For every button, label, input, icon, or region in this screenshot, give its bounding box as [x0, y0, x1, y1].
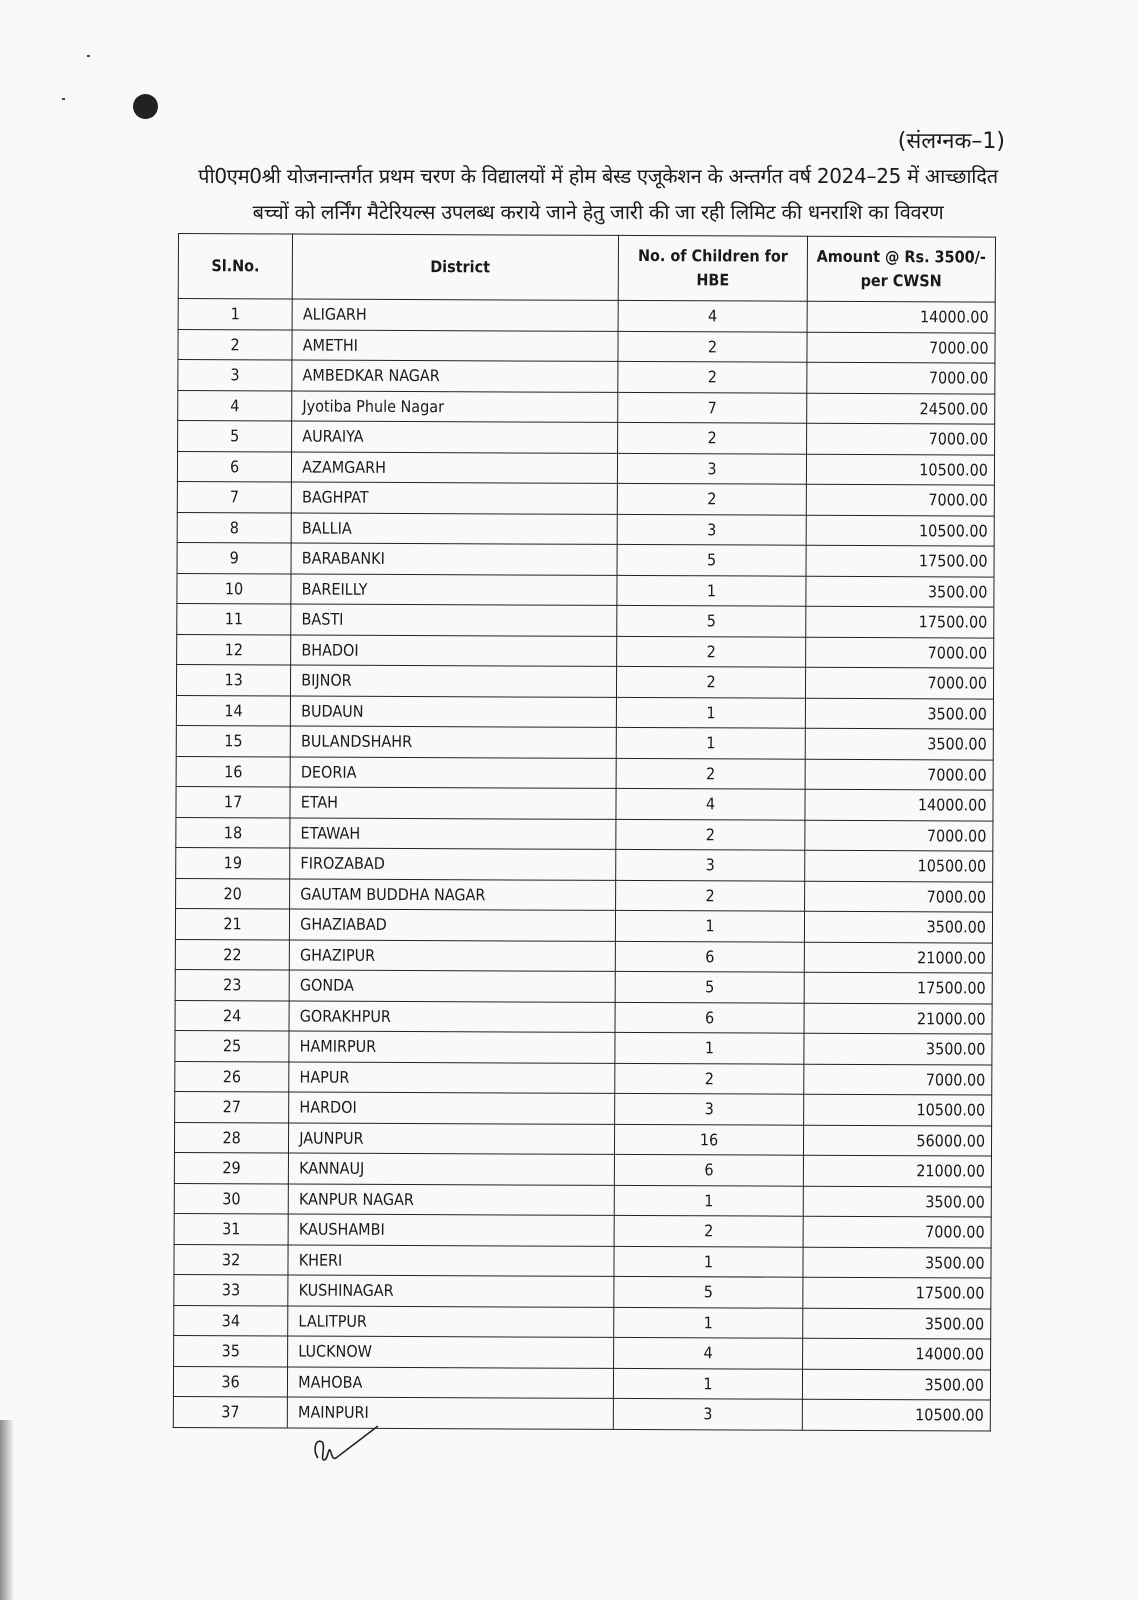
cell-sl-no: 7: [177, 481, 291, 512]
cell-district: LALITPUR: [288, 1305, 614, 1337]
cell-children: 1: [617, 727, 805, 758]
cell-sl-no: 17: [176, 786, 290, 817]
table-row: [175, 1030, 992, 1064]
cell-district: BHADOI: [291, 634, 617, 666]
cell-children: 3: [614, 1398, 802, 1429]
cell-children: 16: [615, 1124, 803, 1155]
cell-amount: 7000.00: [803, 1216, 991, 1247]
cell-district: BAGHPAT: [291, 482, 617, 514]
cell-children: 2: [614, 1215, 802, 1246]
cell-sl-no: 32: [174, 1244, 288, 1275]
cell-children: 2: [618, 361, 806, 392]
table-row: [174, 1335, 991, 1369]
cell-district: AURAIYA: [292, 421, 618, 453]
header-amount-line2: per CWSN: [860, 270, 942, 291]
table-row: [176, 756, 993, 790]
cell-amount: 21000.00: [804, 942, 992, 973]
cell-sl-no: 28: [174, 1122, 288, 1153]
cell-sl-no: 23: [175, 969, 289, 1000]
title-line-2: बच्चों को लर्निंग मैटेरियल्स उपलब्ध कराये जाने हेतु जारी की जा रही लिमिट की धनराशि का विवरण: [252, 200, 944, 224]
cell-children: 2: [618, 483, 806, 514]
title-line-1: पी0एम0श्री योजनान्तर्गत प्रथम चरण के विद्यालयों में होम बेस्ड एजूकेशन के अन्तर्गत वर्ष 2024–25 में आच्छादित: [198, 164, 998, 188]
cell-district: KANNAUJ: [289, 1153, 615, 1185]
cell-sl-no: 12: [177, 634, 291, 665]
table-row: [174, 1244, 991, 1278]
header-sl-no: Sl.No.: [178, 234, 292, 299]
cell-district: GAUTAM BUDDHA NAGAR: [290, 878, 616, 910]
cell-district: BAREILLY: [291, 573, 617, 605]
cell-children: 2: [618, 331, 806, 362]
cell-children: 1: [615, 1032, 803, 1063]
table-row: [175, 908, 992, 942]
cell-district: ETAWAH: [290, 817, 616, 849]
table-row: [174, 1305, 991, 1339]
cell-sl-no: 5: [178, 421, 292, 452]
cell-district: GONDA: [289, 970, 615, 1002]
cell-district: GHAZIPUR: [289, 939, 615, 971]
cell-children: 2: [616, 819, 804, 850]
cell-amount: 10500.00: [804, 850, 992, 881]
cell-amount: 3500.00: [803, 1247, 991, 1278]
cell-amount: 56000.00: [803, 1125, 991, 1156]
cell-district: BASTI: [291, 604, 617, 636]
table-row: [176, 878, 993, 912]
header-children-line1: No. of Children for: [637, 246, 788, 266]
cell-sl-no: 22: [175, 939, 289, 970]
cell-district: KANPUR NAGAR: [288, 1183, 614, 1215]
cell-amount: 7000.00: [805, 759, 993, 790]
table-row: [173, 1396, 990, 1430]
cell-amount: 7000.00: [807, 332, 995, 363]
cell-amount: 7000.00: [804, 881, 992, 912]
table-row: [178, 360, 995, 394]
cell-sl-no: 31: [174, 1213, 288, 1244]
cell-district: JAUNPUR: [289, 1122, 615, 1154]
cell-amount: 3500.00: [806, 576, 994, 607]
cell-amount: 17500.00: [802, 1277, 990, 1308]
cell-district: LUCKNOW: [288, 1336, 614, 1368]
header-children-line2: HBE: [696, 270, 730, 290]
cell-sl-no: 24: [175, 1000, 289, 1031]
scan-speck: [87, 55, 90, 57]
cell-children: 2: [615, 1063, 803, 1094]
cell-children: 2: [616, 758, 804, 789]
cell-children: 1: [614, 1246, 802, 1277]
cell-sl-no: 29: [174, 1152, 288, 1183]
cell-district: MAHOBA: [288, 1366, 614, 1398]
signature-mark: [310, 1420, 390, 1470]
document-title: [168, 158, 1028, 230]
cell-district: DEORIA: [290, 756, 616, 788]
cell-amount: 3500.00: [802, 1308, 990, 1339]
cell-sl-no: 19: [176, 847, 290, 878]
cell-children: 3: [616, 849, 804, 880]
cell-children: 3: [618, 514, 806, 545]
cell-children: 1: [614, 1307, 802, 1338]
cell-sl-no: 18: [176, 817, 290, 848]
cell-district: HAPUR: [289, 1061, 615, 1093]
cell-amount: 7000.00: [804, 820, 992, 851]
cell-sl-no: 15: [176, 725, 290, 756]
annexure-label: (संलग्नक–1): [897, 129, 1005, 154]
cell-sl-no: 33: [174, 1274, 288, 1305]
cell-children: 2: [617, 636, 805, 667]
cell-children: 3: [618, 453, 806, 484]
cell-sl-no: 3: [178, 360, 292, 391]
table-row: [177, 634, 994, 668]
cell-sl-no: 9: [177, 542, 291, 573]
cell-district: BIJNOR: [291, 665, 617, 697]
cell-amount: 14000.00: [807, 301, 995, 332]
cell-amount: 10500.00: [803, 1094, 991, 1125]
cell-district: BUDAUN: [291, 695, 617, 727]
cell-amount: 17500.00: [806, 545, 994, 576]
cell-amount: 17500.00: [804, 972, 992, 1003]
cell-amount: 3500.00: [805, 728, 993, 759]
table-row: [178, 390, 995, 424]
cell-amount: 7000.00: [806, 362, 994, 393]
cell-sl-no: 2: [178, 329, 292, 360]
cell-amount: 7000.00: [806, 423, 994, 454]
cell-children: 3: [615, 1093, 803, 1124]
cell-amount: 10500.00: [802, 1399, 990, 1430]
table-row: [176, 817, 993, 851]
punch-hole-mark: [133, 94, 158, 119]
cell-sl-no: 13: [176, 664, 290, 695]
cell-district: FIROZABAD: [290, 848, 616, 880]
table-row: [174, 1274, 991, 1308]
cell-children: 6: [616, 941, 804, 972]
cell-children: 1: [617, 575, 805, 606]
cell-district: MAINPURI: [287, 1397, 613, 1429]
cell-amount: 3500.00: [803, 1186, 991, 1217]
cell-children: 7: [618, 392, 806, 423]
signature-stroke: [315, 1426, 378, 1460]
header-amount: [807, 236, 996, 302]
cell-children: 4: [618, 300, 806, 331]
cell-sl-no: 37: [173, 1396, 287, 1427]
header-children: [619, 235, 808, 301]
cell-sl-no: 8: [177, 512, 291, 543]
table-row: [177, 481, 994, 515]
cell-district: BARABANKI: [291, 543, 617, 575]
cell-sl-no: 6: [177, 451, 291, 482]
table-body: [173, 299, 995, 1431]
table-row: [176, 786, 993, 820]
cell-children: 1: [616, 910, 804, 941]
cell-amount: 14000.00: [802, 1338, 990, 1369]
table-row: [174, 1183, 991, 1217]
cell-district: AMETHI: [292, 329, 618, 361]
cell-district: KUSHINAGAR: [288, 1275, 614, 1307]
cell-sl-no: 4: [178, 390, 292, 421]
table-row: [176, 695, 993, 729]
table-row: [175, 1061, 992, 1095]
scan-edge-shadow: [0, 1420, 14, 1600]
cell-district: KAUSHAMBI: [288, 1214, 614, 1246]
table-row: [177, 603, 994, 637]
cell-sl-no: 36: [173, 1366, 287, 1397]
cell-district: ALIGARH: [292, 299, 618, 331]
table-row: [177, 573, 994, 607]
cell-sl-no: 14: [176, 695, 290, 726]
cell-children: 1: [615, 1185, 803, 1216]
allocation-table: [173, 233, 996, 1431]
scan-speck: [62, 98, 65, 100]
table-row: [176, 847, 993, 881]
cell-amount: 10500.00: [806, 515, 994, 546]
table-row: [177, 542, 994, 576]
cell-children: 4: [616, 788, 804, 819]
table-row: [176, 664, 993, 698]
cell-amount: 7000.00: [803, 1064, 991, 1095]
cell-sl-no: 34: [174, 1305, 288, 1336]
cell-district: ETAH: [290, 787, 616, 819]
header-amount-line1: Amount @ Rs. 3500/-: [816, 246, 986, 267]
cell-district: BULANDSHAHR: [290, 726, 616, 758]
table-row: [177, 451, 994, 485]
cell-sl-no: 11: [177, 603, 291, 634]
cell-amount: 3500.00: [802, 1369, 990, 1400]
table-row: [178, 421, 995, 455]
cell-amount: 21000.00: [803, 1155, 991, 1186]
cell-sl-no: 1: [178, 299, 292, 330]
cell-amount: 7000.00: [805, 667, 993, 698]
cell-district: Jyotiba Phule Nagar: [292, 390, 618, 422]
cell-amount: 14000.00: [805, 789, 993, 820]
cell-district: GORAKHPUR: [289, 1000, 615, 1032]
cell-amount: 24500.00: [806, 393, 994, 424]
table-row: [175, 1000, 992, 1034]
table-row: [176, 725, 993, 759]
cell-district: KHERI: [288, 1244, 614, 1276]
table-row: [174, 1122, 991, 1156]
header-district: District: [292, 234, 618, 300]
cell-sl-no: 20: [176, 878, 290, 909]
cell-children: 2: [616, 880, 804, 911]
cell-district: GHAZIABAD: [290, 909, 616, 941]
cell-children: 6: [615, 1154, 803, 1185]
table-row: [175, 969, 992, 1003]
table-row: [178, 299, 995, 333]
table-row: [174, 1152, 991, 1186]
cell-sl-no: 30: [174, 1183, 288, 1214]
cell-children: 1: [617, 697, 805, 728]
cell-amount: 3500.00: [804, 1033, 992, 1064]
cell-district: AMBEDKAR NAGAR: [292, 360, 618, 392]
cell-district: BALLIA: [291, 512, 617, 544]
cell-sl-no: 16: [176, 756, 290, 787]
table-row: [175, 1091, 992, 1125]
cell-district: HARDOI: [289, 1092, 615, 1124]
cell-children: 2: [618, 422, 806, 453]
cell-sl-no: 35: [174, 1335, 288, 1366]
cell-children: 1: [614, 1368, 802, 1399]
table-row: [173, 1366, 990, 1400]
table-row: [178, 329, 995, 363]
cell-children: 2: [617, 666, 805, 697]
cell-amount: 7000.00: [805, 637, 993, 668]
cell-district: HAMIRPUR: [289, 1031, 615, 1063]
cell-children: 6: [615, 1002, 803, 1033]
cell-children: 5: [616, 971, 804, 1002]
cell-district: AZAMGARH: [292, 451, 618, 483]
table-row: [175, 939, 992, 973]
cell-amount: 3500.00: [804, 911, 992, 942]
table-row: [174, 1213, 991, 1247]
cell-sl-no: 26: [175, 1061, 289, 1092]
table-row: [177, 512, 994, 546]
cell-amount: 21000.00: [804, 1003, 992, 1034]
cell-amount: 3500.00: [805, 698, 993, 729]
cell-amount: 17500.00: [805, 606, 993, 637]
cell-sl-no: 27: [175, 1091, 289, 1122]
cell-sl-no: 21: [175, 908, 289, 939]
cell-amount: 10500.00: [806, 454, 994, 485]
cell-children: 5: [617, 544, 805, 575]
cell-sl-no: 10: [177, 573, 291, 604]
cell-children: 5: [614, 1276, 802, 1307]
cell-amount: 7000.00: [806, 484, 994, 515]
cell-children: 5: [617, 605, 805, 636]
cell-children: 4: [614, 1337, 802, 1368]
table-header-row: [178, 234, 995, 303]
cell-sl-no: 25: [175, 1030, 289, 1061]
